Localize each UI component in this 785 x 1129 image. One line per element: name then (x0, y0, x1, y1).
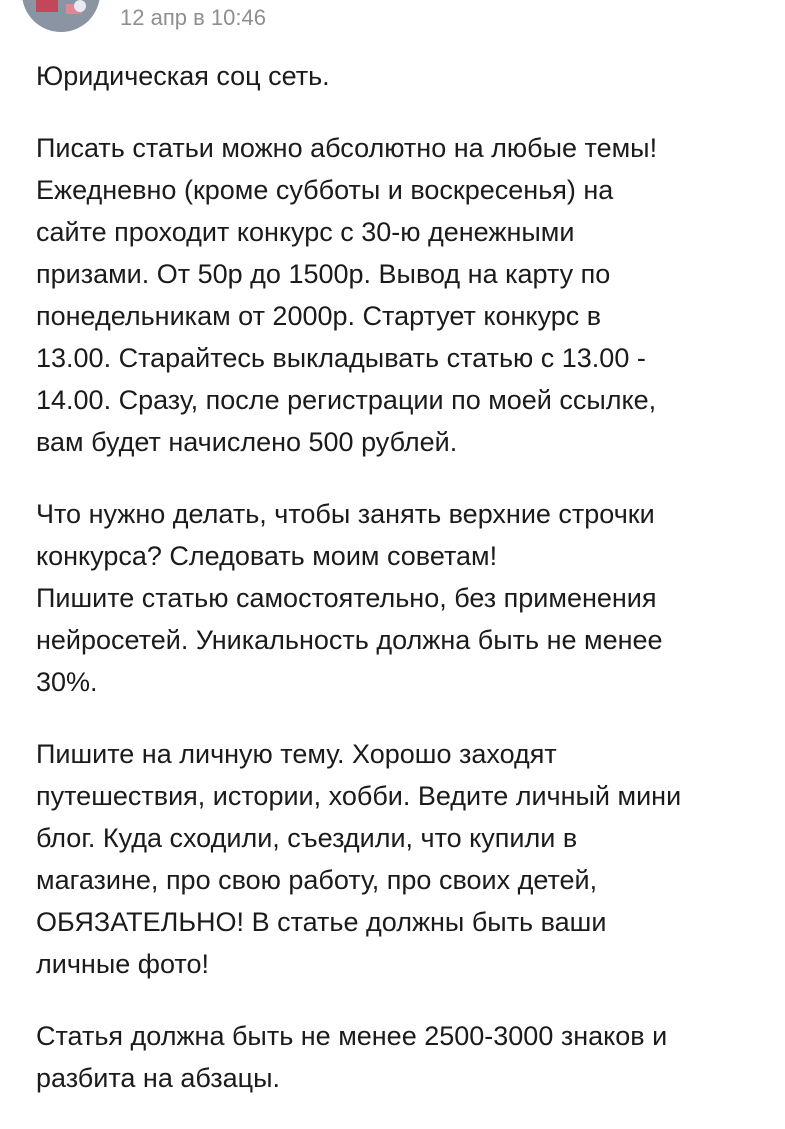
text-line: понедельникам от 2000р. Стартует конкурс в (36, 301, 602, 331)
text-line: Ежедневно (кроме субботы и воскресенья) на (36, 175, 614, 205)
text-line: нейросетей. Уникальность должна быть не менее (36, 625, 663, 655)
text-line: Юридическая соц сеть. (36, 61, 330, 91)
post-timestamp[interactable]: 12 апр в 10:46 (120, 5, 266, 30)
text-line: ОБЯЗАТЕЛЬНО! В статье должны быть ваши (36, 907, 607, 937)
text-line: блог. Куда сходили, съездили, что купили в (36, 823, 578, 853)
text-line: личные фото! (36, 949, 209, 979)
text-line: призами. От 50р до 1500р. Вывод на карту по (36, 259, 611, 289)
text-line: путешествия, истории, хобби. Ведите личный мини (36, 781, 682, 811)
post-paragraph (36, 733, 771, 985)
text-line: конкурса? Следовать моим советам! (36, 541, 498, 571)
post-text (36, 55, 771, 1129)
post-paragraph (36, 55, 771, 97)
post-header (0, 0, 785, 40)
post-paragraph (36, 493, 771, 703)
text-line: Пишите статью самостоятельно, без применения (36, 583, 657, 613)
text-line: вам будет начислено 500 рублей. (36, 427, 458, 457)
text-line: разбита на абзацы. (36, 1063, 281, 1093)
avatar[interactable] (22, 0, 100, 32)
text-line: Что нужно делать, чтобы занять верхние строчки (36, 499, 655, 529)
text-line: 30%. (36, 667, 98, 697)
text-line: Пишите на личную тему. Хорошо заходят (36, 739, 557, 769)
post-paragraph (36, 1015, 771, 1099)
post-paragraph (36, 127, 771, 463)
text-line: Писать статьи можно абсолютно на любые темы! (36, 133, 658, 163)
text-line: 14.00. Сразу, после регистрации по моей ссылке, (36, 385, 657, 415)
user-photo-icon (22, 0, 100, 32)
text-line: сайте проходит конкурс с 30-ю денежными (36, 217, 575, 247)
text-line: Статья должна быть не менее 2500-3000 знаков и (36, 1021, 668, 1051)
text-line: 13.00. Старайтесь выкладывать статью с 13.00 - (36, 343, 646, 373)
text-line: магазине, про свою работу, про своих детей, (36, 865, 598, 895)
